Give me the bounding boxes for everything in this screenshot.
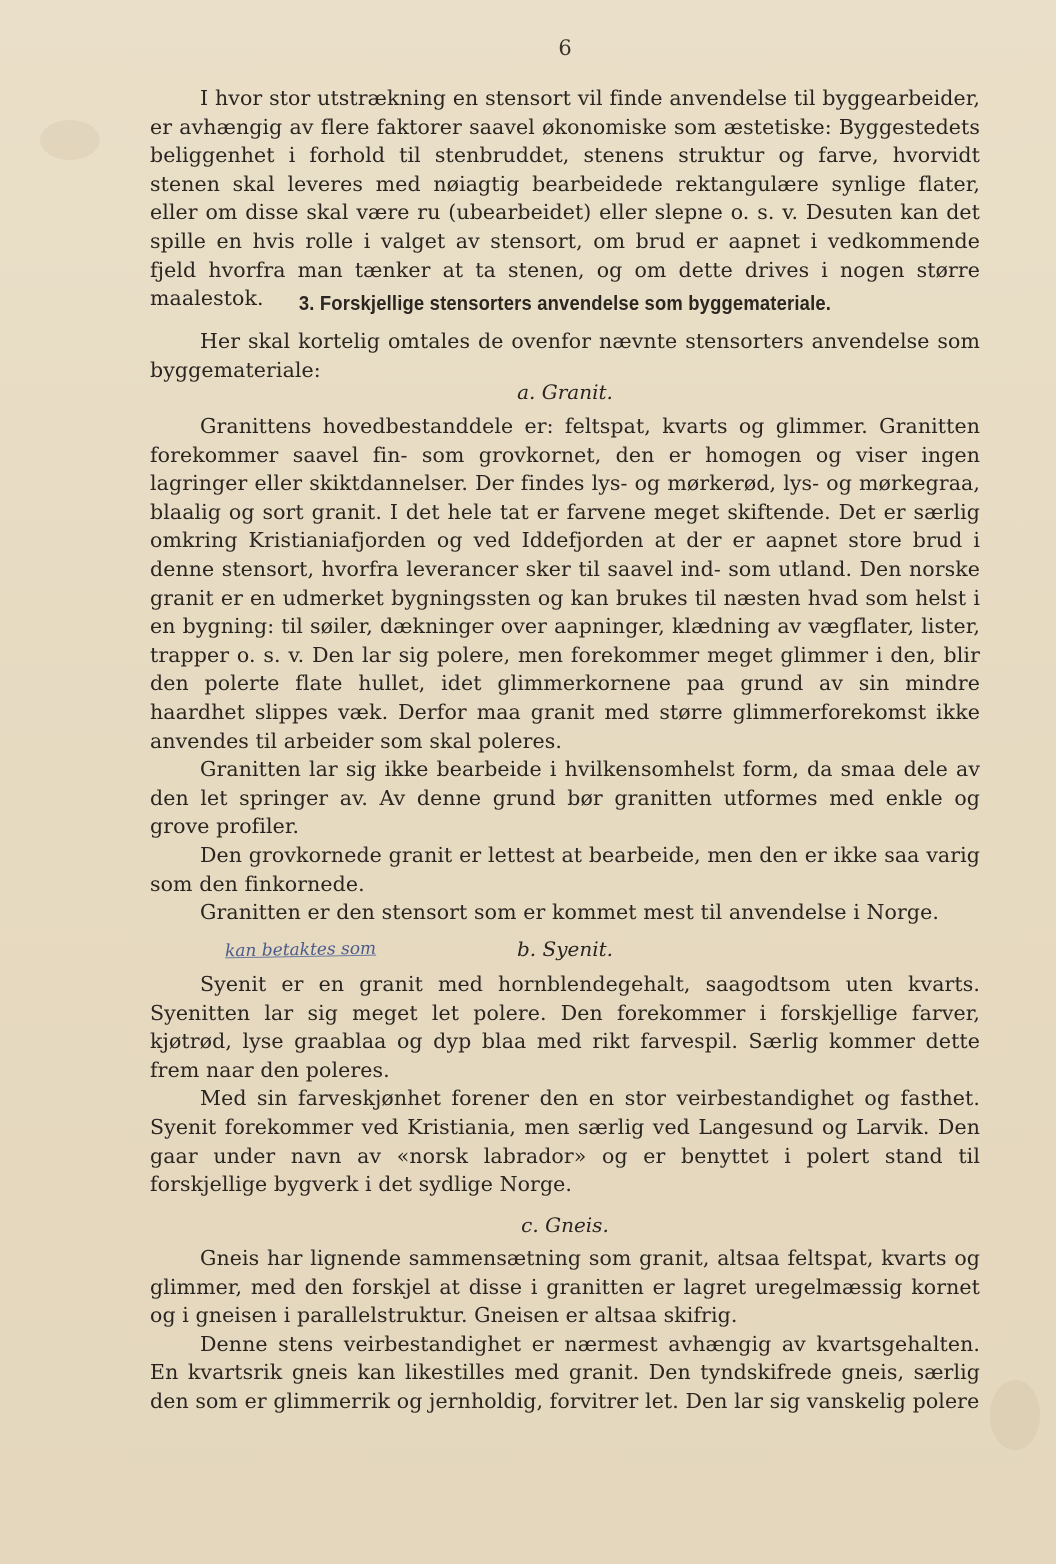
handwritten-note: kan betaktes som xyxy=(224,938,377,962)
page-number: 6 xyxy=(558,36,572,60)
granit-heading: a. Granit. xyxy=(517,380,613,404)
granit-section xyxy=(150,412,980,927)
gneis-heading: c. Gneis. xyxy=(521,1213,609,1237)
paper-stain xyxy=(990,1380,1040,1450)
section-intro xyxy=(150,327,980,384)
granit-paragraph: Granitten lar sig ikke bearbeide i hvilkensomhelst form, da smaa dele av den let springer av. Av denne grund bør granitten utformes med enkle og grove profiler. xyxy=(150,757,980,839)
paper-stain xyxy=(40,120,100,160)
intro-paragraph: I hvor stor utstrækning en stensort vil finde anvendelse til byggearbeider, er avhængig av flere faktorer saavel økonomiske som æstetiske: Byggestedets beliggenhet i forhold til stenbruddet, stenens struktur og farve, hvorvidt stenen skal leveres med nøiagtig bearbeidede rektangulære synlige flater, eller om disse skal være ru (ubearbeidet) eller slepne o. s. v. Desuten kan det spille en hvis rolle i valget av stensort, om brud er aapnet i vedkommende fjeld hvorfra man tænker at ta stenen, og om dette drives i nogen større maalestok. xyxy=(150,86,980,311)
syenit-section xyxy=(150,970,980,1199)
gneis-section xyxy=(150,1244,980,1416)
syenit-paragraph: Syenit er en granit med hornblendegehalt, saagodtsom uten kvarts. Syenitten lar sig meget let polere. Den forekommer i forskjellige farver, kjøtrød, lyse graablaa og dyp blaa med rikt farvespil. Særlig kommer dette frem naar den poleres. xyxy=(150,972,980,1082)
syenit-heading: b. Syenit. xyxy=(516,937,614,961)
section-intro-paragraph: Her skal kortelig omtales de ovenfor nævnte stensorters anvendelse som byggemateriale: xyxy=(150,329,980,382)
granit-paragraph: Den grovkornede granit er lettest at bearbeide, men den er ikke saa varig som den finkornede. xyxy=(150,842,980,896)
granit-paragraph: Granittens hovedbestanddele er: feltspat, kvarts og glimmer. Granitten forekommer saavel fin- som grovkornet, den er homogen og viser ingen lagringer eller skiktdannelser. Der findes lys- og mørkerød, lys- og mørkegraa, blaalig og sort granit. I det hele tat er farvene meget skiftende. Det er særlig omkring Kristianiafjorden og ved Iddefjorden at der er aapnet store brud i denne stensort, hvorfra leverancer sker til saavel ind- som utland. Den norske granit er en udmerket bygningssten og kan brukes til næsten hvad som helst i en bygning: til søiler, dækninger over aapninger, klædning av vægflater, lister, trapper o. s. v. Den lar sig polere, men forekommer meget glimmer i den, blir den polerte flate hullet, idet glimmerkornene paa grund av sin mindre haardhet slippes væk. Derfor maa granit med større glimmerforekomst ikke anvendes til arbeider som skal poleres. xyxy=(150,414,980,753)
section-heading: 3. Forskjellige stensorters anvendelse som byggemateriale. xyxy=(298,293,832,315)
gneis-paragraph: Denne stens veirbestandighet er nærmest avhængig av kvartsgehalten. En kvartsrik gneis kan likestilles med granit. Den tyndskifrede gneis, særlig den som er glimmerrik og jernholdig, forvitrer let. Den lar sig vanskelig polere xyxy=(150,1331,980,1413)
syenit-paragraph: Med sin farveskjønhet forener den en stor veirbestandighet og fasthet. Syenit forekommer ved Kristiania, men særlig ved Langesund og Larvik. Den gaar under navn av «norsk labrador» og er benyttet i polert stand til forskjellige bygverk i det sydlige Norge. xyxy=(150,1086,980,1197)
intro-section xyxy=(150,84,980,313)
gneis-paragraph: Gneis har lignende sammensætning som granit, altsaa feltspat, kvarts og glimmer, med den forskjel at disse i granitten er lagret uregelmæssig kornet og i gneisen i parallelstruktur. Gneisen er altsaa skifrig. xyxy=(150,1246,980,1328)
granit-paragraph: Granitten er den stensort som er kommet mest til anvendelse i Norge. xyxy=(200,900,939,925)
